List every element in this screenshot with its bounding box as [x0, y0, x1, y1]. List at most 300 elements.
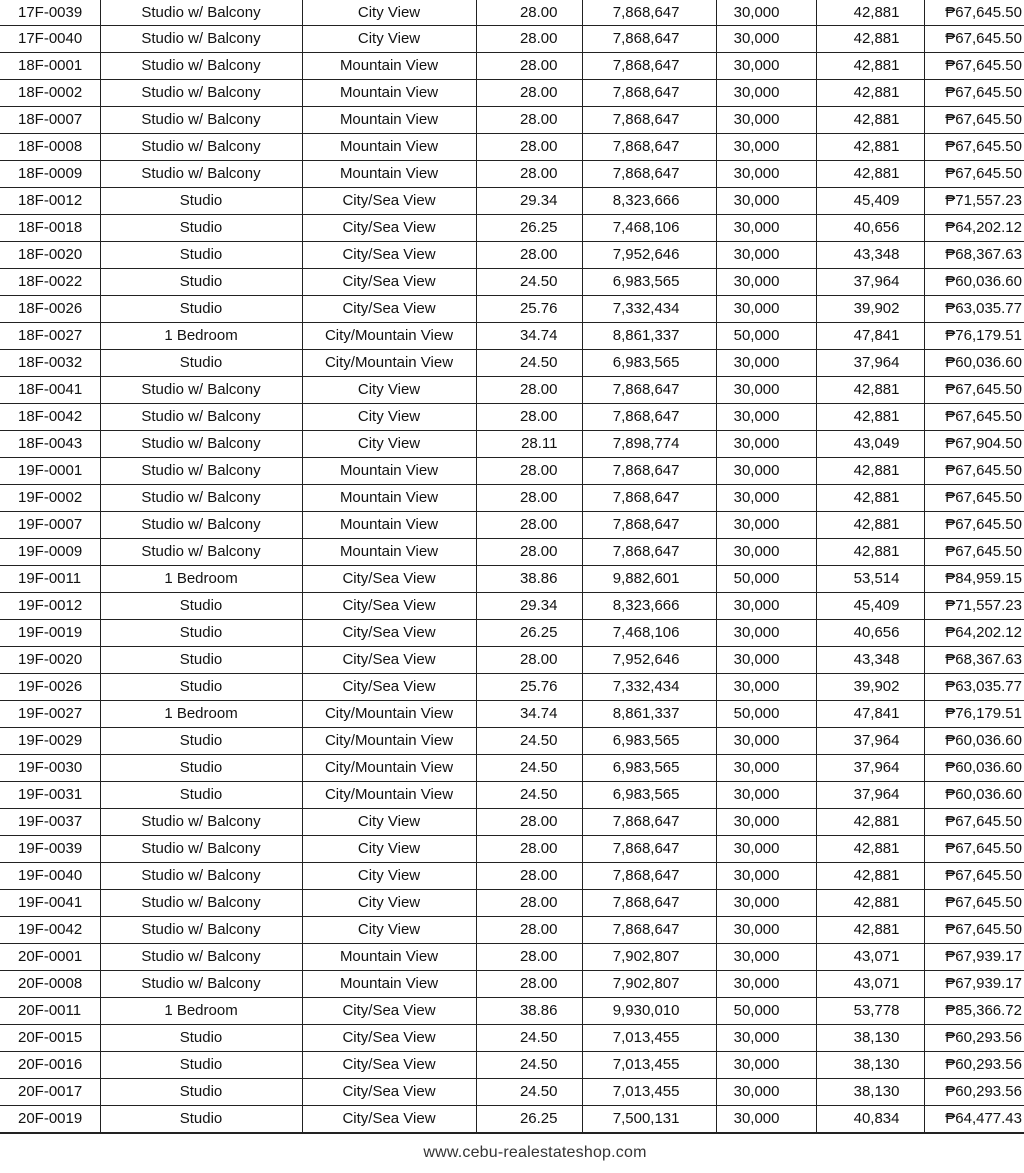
cell-view: City/Sea View — [302, 296, 476, 323]
cell-monthly: ₱67,645.50 — [924, 485, 1024, 512]
cell-monthly: ₱63,035.77 — [924, 296, 1024, 323]
cell-view: Mountain View — [302, 512, 476, 539]
cell-monthly: ₱67,645.50 — [924, 863, 1024, 890]
cell-downpayment: 45,409 — [816, 188, 924, 215]
cell-type: Studio w/ Balcony — [100, 863, 302, 890]
cell-tcp: 7,013,455 — [582, 1025, 716, 1052]
cell-view: Mountain View — [302, 107, 476, 134]
table-row — [0, 26, 1024, 53]
cell-reservation: 50,000 — [716, 323, 816, 350]
cell-unit: 18F-0007 — [0, 107, 100, 134]
cell-reservation: 30,000 — [716, 674, 816, 701]
cell-reservation: 30,000 — [716, 944, 816, 971]
cell-view: City/Sea View — [302, 1106, 476, 1134]
cell-downpayment: 39,902 — [816, 296, 924, 323]
cell-area: 29.34 — [476, 593, 582, 620]
cell-area: 28.00 — [476, 512, 582, 539]
cell-type: Studio w/ Balcony — [100, 377, 302, 404]
cell-unit: 19F-0009 — [0, 539, 100, 566]
cell-monthly: ₱68,367.63 — [924, 242, 1024, 269]
cell-view: City/Sea View — [302, 1052, 476, 1079]
cell-area: 26.25 — [476, 215, 582, 242]
cell-monthly: ₱67,645.50 — [924, 809, 1024, 836]
cell-downpayment: 42,881 — [816, 458, 924, 485]
table-row — [0, 944, 1024, 971]
table-row — [0, 107, 1024, 134]
cell-monthly: ₱67,904.50 — [924, 431, 1024, 458]
cell-reservation: 30,000 — [716, 728, 816, 755]
cell-reservation: 30,000 — [716, 188, 816, 215]
cell-monthly: ₱60,293.56 — [924, 1079, 1024, 1106]
cell-unit: 19F-0011 — [0, 566, 100, 593]
cell-area: 28.00 — [476, 107, 582, 134]
cell-area: 28.00 — [476, 134, 582, 161]
cell-type: Studio — [100, 296, 302, 323]
cell-unit: 18F-0032 — [0, 350, 100, 377]
cell-type: Studio — [100, 269, 302, 296]
cell-tcp: 7,902,807 — [582, 971, 716, 998]
cell-reservation: 30,000 — [716, 377, 816, 404]
table-row — [0, 215, 1024, 242]
cell-area: 29.34 — [476, 188, 582, 215]
cell-monthly: ₱67,645.50 — [924, 26, 1024, 53]
cell-tcp: 7,013,455 — [582, 1079, 716, 1106]
cell-monthly: ₱71,557.23 — [924, 188, 1024, 215]
cell-type: Studio w/ Balcony — [100, 134, 302, 161]
cell-reservation: 30,000 — [716, 161, 816, 188]
cell-unit: 18F-0041 — [0, 377, 100, 404]
cell-unit: 19F-0020 — [0, 647, 100, 674]
table-row — [0, 566, 1024, 593]
cell-area: 34.74 — [476, 701, 582, 728]
cell-area: 24.50 — [476, 350, 582, 377]
cell-reservation: 30,000 — [716, 134, 816, 161]
cell-unit: 17F-0040 — [0, 26, 100, 53]
cell-tcp: 7,332,434 — [582, 296, 716, 323]
cell-view: City/Mountain View — [302, 728, 476, 755]
cell-reservation: 30,000 — [716, 296, 816, 323]
cell-downpayment: 42,881 — [816, 134, 924, 161]
table-row — [0, 458, 1024, 485]
table-row — [0, 134, 1024, 161]
cell-monthly: ₱67,645.50 — [924, 404, 1024, 431]
cell-view: City/Sea View — [302, 998, 476, 1025]
cell-unit: 19F-0026 — [0, 674, 100, 701]
cell-reservation: 30,000 — [716, 1106, 816, 1134]
cell-unit: 18F-0022 — [0, 269, 100, 296]
cell-tcp: 8,323,666 — [582, 188, 716, 215]
cell-monthly: ₱71,557.23 — [924, 593, 1024, 620]
table-row — [0, 188, 1024, 215]
cell-reservation: 30,000 — [716, 242, 816, 269]
cell-downpayment: 42,881 — [816, 161, 924, 188]
cell-monthly: ₱67,645.50 — [924, 512, 1024, 539]
cell-area: 28.00 — [476, 80, 582, 107]
cell-unit: 19F-0041 — [0, 890, 100, 917]
table-row — [0, 161, 1024, 188]
cell-downpayment: 42,881 — [816, 485, 924, 512]
cell-downpayment: 47,841 — [816, 323, 924, 350]
cell-unit: 18F-0027 — [0, 323, 100, 350]
cell-type: 1 Bedroom — [100, 998, 302, 1025]
cell-unit: 20F-0011 — [0, 998, 100, 1025]
cell-downpayment: 40,656 — [816, 215, 924, 242]
cell-monthly: ₱67,645.50 — [924, 80, 1024, 107]
cell-view: Mountain View — [302, 53, 476, 80]
cell-monthly: ₱64,202.12 — [924, 620, 1024, 647]
cell-type: Studio — [100, 1079, 302, 1106]
table-row — [0, 755, 1024, 782]
table-row — [0, 890, 1024, 917]
table-row — [0, 296, 1024, 323]
cell-type: Studio — [100, 620, 302, 647]
cell-unit: 18F-0043 — [0, 431, 100, 458]
cell-view: City/Sea View — [302, 566, 476, 593]
cell-monthly: ₱67,939.17 — [924, 944, 1024, 971]
cell-tcp: 7,868,647 — [582, 512, 716, 539]
cell-monthly: ₱67,645.50 — [924, 161, 1024, 188]
cell-unit: 19F-0002 — [0, 485, 100, 512]
cell-type: Studio — [100, 647, 302, 674]
cell-type: Studio w/ Balcony — [100, 890, 302, 917]
cell-type: 1 Bedroom — [100, 323, 302, 350]
cell-downpayment: 45,409 — [816, 593, 924, 620]
table-row — [0, 80, 1024, 107]
cell-view: Mountain View — [302, 971, 476, 998]
cell-view: Mountain View — [302, 134, 476, 161]
cell-tcp: 7,868,647 — [582, 53, 716, 80]
table-row — [0, 782, 1024, 809]
table-row — [0, 836, 1024, 863]
table-row — [0, 1025, 1024, 1052]
cell-downpayment: 37,964 — [816, 728, 924, 755]
cell-tcp: 8,861,337 — [582, 701, 716, 728]
cell-tcp: 6,983,565 — [582, 782, 716, 809]
cell-monthly: ₱67,645.50 — [924, 539, 1024, 566]
cell-reservation: 30,000 — [716, 971, 816, 998]
cell-tcp: 7,868,647 — [582, 863, 716, 890]
cell-view: City/Mountain View — [302, 323, 476, 350]
cell-unit: 18F-0012 — [0, 188, 100, 215]
table-row — [0, 350, 1024, 377]
cell-reservation: 30,000 — [716, 107, 816, 134]
cell-type: Studio w/ Balcony — [100, 539, 302, 566]
table-row — [0, 323, 1024, 350]
cell-monthly: ₱84,959.15 — [924, 566, 1024, 593]
cell-view: City View — [302, 404, 476, 431]
cell-view: City View — [302, 917, 476, 944]
cell-downpayment: 47,841 — [816, 701, 924, 728]
cell-downpayment: 37,964 — [816, 269, 924, 296]
cell-type: Studio w/ Balcony — [100, 971, 302, 998]
cell-tcp: 7,868,647 — [582, 161, 716, 188]
cell-downpayment: 42,881 — [816, 512, 924, 539]
cell-tcp: 7,868,647 — [582, 917, 716, 944]
cell-type: Studio — [100, 674, 302, 701]
cell-monthly: ₱67,939.17 — [924, 971, 1024, 998]
table-row — [0, 809, 1024, 836]
cell-area: 28.00 — [476, 647, 582, 674]
table-row — [0, 1106, 1024, 1134]
cell-type: Studio — [100, 242, 302, 269]
cell-reservation: 30,000 — [716, 863, 816, 890]
table-row — [0, 701, 1024, 728]
cell-unit: 20F-0008 — [0, 971, 100, 998]
table-row — [0, 539, 1024, 566]
cell-area: 28.00 — [476, 944, 582, 971]
table-row — [0, 971, 1024, 998]
cell-downpayment: 42,881 — [816, 863, 924, 890]
cell-view: City View — [302, 863, 476, 890]
table-row — [0, 647, 1024, 674]
cell-view: City View — [302, 836, 476, 863]
cell-reservation: 30,000 — [716, 1052, 816, 1079]
cell-unit: 19F-0030 — [0, 755, 100, 782]
cell-monthly: ₱60,036.60 — [924, 350, 1024, 377]
cell-reservation: 30,000 — [716, 1079, 816, 1106]
cell-downpayment: 42,881 — [816, 377, 924, 404]
cell-monthly: ₱67,645.50 — [924, 53, 1024, 80]
cell-area: 28.00 — [476, 485, 582, 512]
cell-downpayment: 43,049 — [816, 431, 924, 458]
table-row — [0, 0, 1024, 26]
cell-tcp: 8,861,337 — [582, 323, 716, 350]
cell-view: City/Sea View — [302, 1025, 476, 1052]
cell-downpayment: 43,348 — [816, 242, 924, 269]
cell-tcp: 6,983,565 — [582, 728, 716, 755]
cell-downpayment: 43,071 — [816, 944, 924, 971]
cell-downpayment: 42,881 — [816, 107, 924, 134]
cell-monthly: ₱67,645.50 — [924, 890, 1024, 917]
table-row — [0, 431, 1024, 458]
cell-reservation: 30,000 — [716, 26, 816, 53]
cell-type: Studio — [100, 728, 302, 755]
cell-reservation: 30,000 — [716, 539, 816, 566]
cell-type: Studio w/ Balcony — [100, 917, 302, 944]
cell-view: City/Sea View — [302, 620, 476, 647]
cell-area: 38.86 — [476, 566, 582, 593]
cell-area: 28.11 — [476, 431, 582, 458]
cell-tcp: 6,983,565 — [582, 350, 716, 377]
cell-tcp: 9,882,601 — [582, 566, 716, 593]
cell-area: 28.00 — [476, 458, 582, 485]
cell-downpayment: 38,130 — [816, 1025, 924, 1052]
cell-tcp: 7,868,647 — [582, 890, 716, 917]
cell-monthly: ₱64,202.12 — [924, 215, 1024, 242]
cell-unit: 18F-0008 — [0, 134, 100, 161]
cell-downpayment: 40,656 — [816, 620, 924, 647]
cell-view: City/Mountain View — [302, 755, 476, 782]
cell-reservation: 30,000 — [716, 647, 816, 674]
cell-unit: 20F-0001 — [0, 944, 100, 971]
cell-type: Studio w/ Balcony — [100, 0, 302, 26]
cell-type: Studio — [100, 755, 302, 782]
cell-reservation: 30,000 — [716, 269, 816, 296]
cell-reservation: 30,000 — [716, 53, 816, 80]
cell-downpayment: 53,778 — [816, 998, 924, 1025]
cell-type: Studio w/ Balcony — [100, 944, 302, 971]
cell-type: Studio — [100, 593, 302, 620]
cell-downpayment: 38,130 — [816, 1079, 924, 1106]
cell-downpayment: 42,881 — [816, 917, 924, 944]
cell-view: City/Sea View — [302, 1079, 476, 1106]
cell-tcp: 8,323,666 — [582, 593, 716, 620]
cell-area: 28.00 — [476, 917, 582, 944]
cell-type: Studio — [100, 215, 302, 242]
cell-monthly: ₱85,366.72 — [924, 998, 1024, 1025]
cell-unit: 19F-0037 — [0, 809, 100, 836]
cell-area: 28.00 — [476, 161, 582, 188]
cell-tcp: 7,868,647 — [582, 0, 716, 26]
cell-type: Studio — [100, 1106, 302, 1134]
cell-downpayment: 43,348 — [816, 647, 924, 674]
cell-unit: 19F-0007 — [0, 512, 100, 539]
cell-monthly: ₱67,645.50 — [924, 836, 1024, 863]
table-row — [0, 512, 1024, 539]
cell-unit: 19F-0040 — [0, 863, 100, 890]
cell-downpayment: 37,964 — [816, 782, 924, 809]
cell-monthly: ₱67,645.50 — [924, 134, 1024, 161]
cell-reservation: 30,000 — [716, 485, 816, 512]
cell-area: 25.76 — [476, 296, 582, 323]
cell-downpayment: 39,902 — [816, 674, 924, 701]
cell-unit: 20F-0015 — [0, 1025, 100, 1052]
table-row — [0, 269, 1024, 296]
cell-view: City/Sea View — [302, 242, 476, 269]
cell-reservation: 30,000 — [716, 350, 816, 377]
cell-type: Studio w/ Balcony — [100, 809, 302, 836]
cell-type: Studio w/ Balcony — [100, 53, 302, 80]
cell-view: City View — [302, 890, 476, 917]
cell-unit: 18F-0018 — [0, 215, 100, 242]
cell-tcp: 7,868,647 — [582, 107, 716, 134]
cell-monthly: ₱63,035.77 — [924, 674, 1024, 701]
cell-tcp: 7,868,647 — [582, 539, 716, 566]
cell-view: City/Mountain View — [302, 701, 476, 728]
cell-tcp: 9,930,010 — [582, 998, 716, 1025]
cell-area: 28.00 — [476, 242, 582, 269]
cell-reservation: 50,000 — [716, 998, 816, 1025]
cell-unit: 18F-0002 — [0, 80, 100, 107]
cell-monthly: ₱67,645.50 — [924, 0, 1024, 26]
cell-area: 28.00 — [476, 809, 582, 836]
cell-reservation: 30,000 — [716, 917, 816, 944]
table-row — [0, 53, 1024, 80]
cell-monthly: ₱67,645.50 — [924, 917, 1024, 944]
cell-view: City/Sea View — [302, 188, 476, 215]
cell-area: 38.86 — [476, 998, 582, 1025]
cell-monthly: ₱60,293.56 — [924, 1052, 1024, 1079]
cell-tcp: 7,898,774 — [582, 431, 716, 458]
cell-view: City/Sea View — [302, 215, 476, 242]
cell-view: Mountain View — [302, 485, 476, 512]
cell-area: 28.00 — [476, 377, 582, 404]
cell-area: 28.00 — [476, 539, 582, 566]
cell-type: Studio — [100, 1025, 302, 1052]
cell-monthly: ₱67,645.50 — [924, 377, 1024, 404]
cell-tcp: 7,868,647 — [582, 134, 716, 161]
cell-unit: 18F-0001 — [0, 53, 100, 80]
cell-type: Studio — [100, 350, 302, 377]
cell-unit: 19F-0012 — [0, 593, 100, 620]
cell-monthly: ₱60,036.60 — [924, 728, 1024, 755]
cell-area: 28.00 — [476, 836, 582, 863]
cell-view: Mountain View — [302, 458, 476, 485]
cell-reservation: 30,000 — [716, 755, 816, 782]
cell-area: 24.50 — [476, 728, 582, 755]
cell-reservation: 30,000 — [716, 620, 816, 647]
table-row — [0, 404, 1024, 431]
cell-unit: 17F-0039 — [0, 0, 100, 26]
cell-downpayment: 38,130 — [816, 1052, 924, 1079]
cell-monthly: ₱60,036.60 — [924, 269, 1024, 296]
cell-downpayment: 42,881 — [816, 539, 924, 566]
cell-tcp: 6,983,565 — [582, 755, 716, 782]
cell-reservation: 30,000 — [716, 458, 816, 485]
table-row — [0, 917, 1024, 944]
cell-tcp: 7,868,647 — [582, 809, 716, 836]
cell-downpayment: 42,881 — [816, 890, 924, 917]
cell-area: 26.25 — [476, 1106, 582, 1134]
table-row — [0, 485, 1024, 512]
table-row — [0, 377, 1024, 404]
cell-downpayment: 42,881 — [816, 53, 924, 80]
cell-view: City View — [302, 377, 476, 404]
cell-reservation: 30,000 — [716, 80, 816, 107]
cell-unit: 18F-0009 — [0, 161, 100, 188]
cell-area: 28.00 — [476, 404, 582, 431]
cell-area: 25.76 — [476, 674, 582, 701]
cell-reservation: 30,000 — [716, 215, 816, 242]
cell-type: Studio — [100, 188, 302, 215]
cell-view: City/Mountain View — [302, 782, 476, 809]
cell-reservation: 30,000 — [716, 0, 816, 26]
cell-tcp: 7,332,434 — [582, 674, 716, 701]
cell-monthly: ₱67,645.50 — [924, 107, 1024, 134]
cell-tcp: 7,500,131 — [582, 1106, 716, 1134]
cell-tcp: 7,468,106 — [582, 620, 716, 647]
cell-downpayment: 42,881 — [816, 404, 924, 431]
cell-unit: 19F-0019 — [0, 620, 100, 647]
cell-view: City/Sea View — [302, 593, 476, 620]
cell-area: 24.50 — [476, 1025, 582, 1052]
cell-view: City/Sea View — [302, 269, 476, 296]
table-row — [0, 1079, 1024, 1106]
cell-reservation: 30,000 — [716, 890, 816, 917]
cell-tcp: 7,952,646 — [582, 647, 716, 674]
cell-reservation: 30,000 — [716, 1025, 816, 1052]
cell-view: City/Sea View — [302, 647, 476, 674]
cell-downpayment: 37,964 — [816, 350, 924, 377]
cell-area: 24.50 — [476, 782, 582, 809]
cell-unit: 19F-0031 — [0, 782, 100, 809]
cell-reservation: 30,000 — [716, 809, 816, 836]
footer-website: www.cebu-realestateshop.com — [423, 1144, 647, 1161]
cell-area: 28.00 — [476, 863, 582, 890]
cell-unit: 19F-0039 — [0, 836, 100, 863]
cell-type: Studio w/ Balcony — [100, 512, 302, 539]
cell-type: 1 Bedroom — [100, 566, 302, 593]
cell-view: City/Sea View — [302, 674, 476, 701]
cell-monthly: ₱68,367.63 — [924, 647, 1024, 674]
cell-view: Mountain View — [302, 944, 476, 971]
cell-reservation: 30,000 — [716, 404, 816, 431]
table-row — [0, 620, 1024, 647]
cell-view: City View — [302, 0, 476, 26]
cell-unit: 19F-0042 — [0, 917, 100, 944]
cell-type: Studio w/ Balcony — [100, 431, 302, 458]
cell-downpayment: 37,964 — [816, 755, 924, 782]
